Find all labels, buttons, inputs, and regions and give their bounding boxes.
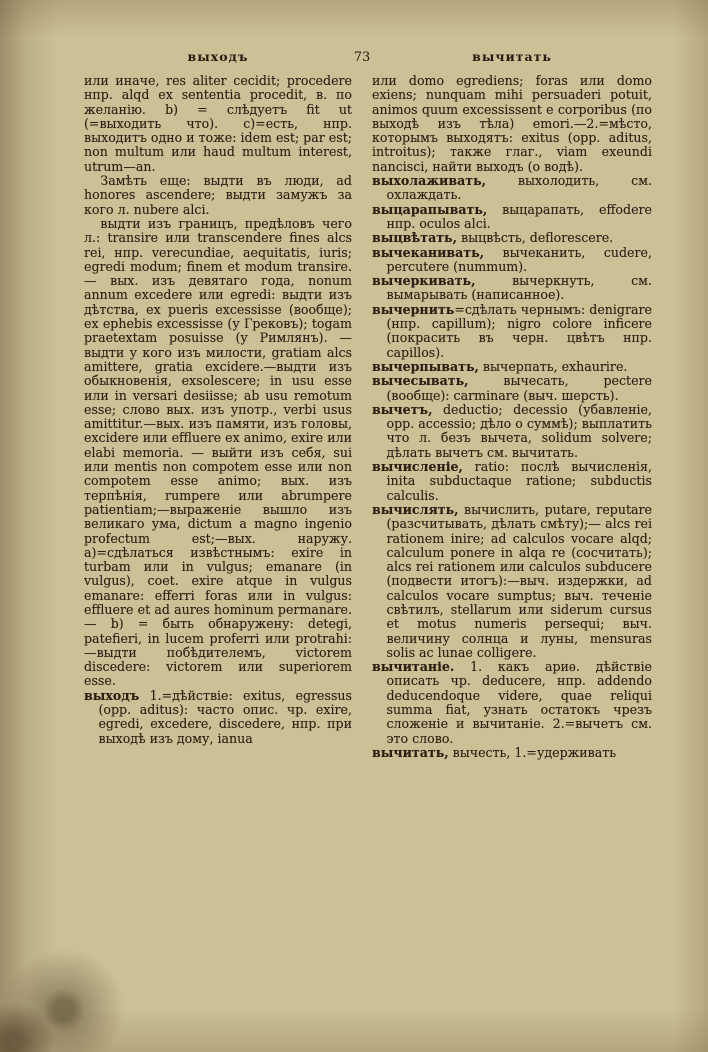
dictionary-paragraph: вычисленіе, ratio: послѣ вычисленія, inita subductaque ratione; subductis calculis. — [372, 459, 652, 503]
headword: вычитать, — [372, 744, 449, 760]
headword: вычитаніе. — [372, 659, 455, 675]
headword: вычесывать, — [372, 373, 469, 389]
headword: вычерпывать, — [372, 358, 479, 374]
header-center-cell — [352, 46, 372, 65]
right-column — [372, 74, 652, 1026]
dictionary-paragraph: вычеканивать, вычеканить, cudere, percutere (nummum). — [372, 244, 652, 274]
dictionary-paragraph: или domo egrediens; foras или domo exiens; nunquam mihi persuaderi potuit, animos quum excessissent e corporibus (по выходѣ изъ тѣла) emori.—2.=мѣсто, которымъ выходятъ: exitus (opp. aditus, introitus); также глаг., viam exeundi nancisci, найти выходъ (о водѣ). — [372, 74, 652, 174]
header-left-cell — [84, 46, 352, 65]
dictionary-paragraph: вычерпывать, вычерпать, exhaurire. — [372, 358, 628, 374]
dictionary-paragraph: вычислять, вычислить, putare, reputare (разсчитывать, дѣлать смѣту);— alcs rei rationem inire; ad calculos vocare alqd; calculum ponere in alqa re (сосчитать); alcs rei rationem или calculos subducere (подвести итогъ):—выч. издержки, ad calculos vocare sumptus; выч. теченіе свѣтилъ, stellarum или siderum cursus et motus numeris persequi; выч. величину солнца и луны, mensuras solis ac lunae colligere. — [372, 501, 652, 660]
dictionary-paragraph: вычесывать, вычесать, pectere (вообще): carminare (выч. шерсть). — [372, 373, 652, 403]
headword: вычислять, — [372, 501, 459, 517]
dictionary-paragraph: вычернить=сдѣлать чернымъ: denigrare (нпр. capillum); nigro colore inficere (покрасить въ черн. цвѣтъ нпр. capillos). — [372, 301, 652, 360]
headword: выхолаживать, — [372, 173, 487, 189]
dictionary-paragraph: вычеркивать, вычеркнуть, см. вымарывать (написанное). — [372, 273, 652, 303]
dictionary-paragraph: вычитаніе. 1. какъ ариѳ. дѣйствіе описать чр. deducere, нпр. addendo deducendoque videre, quae reliqui summa fiat, узнать остатокъ чрезъ сложеніе и вычитаніе. 2.=вычетъ см. это слово. — [372, 659, 652, 746]
header-right-word: вычитать — [472, 49, 552, 64]
dictionary-paragraph: Замѣть еще: выдти въ люди, ad honores ascendere; выдти замужъ за кого л. nubere alci. — [84, 173, 352, 217]
dictionary-paragraph: выцвѣтать, выцвѣсть, deflorescere. — [372, 230, 614, 246]
dictionary-paragraph: вычитать, вычесть, 1.=удерживать — [372, 744, 617, 760]
left-column — [84, 74, 352, 1026]
dictionary-paragraph: выхолаживать, выхолодить, см. охлаждать. — [372, 173, 652, 203]
headword: выцарапывать, — [372, 201, 488, 217]
headword: вычисленіе, — [372, 459, 463, 475]
page-header — [84, 46, 652, 64]
header-left-word: выходъ — [187, 49, 249, 64]
dictionary-paragraph: или иначе, res aliter cecidit; procedere нпр. alqd ex sententia procedit, в. по желанію. b) = слѣдуетъ fit ut (=выходить что). c)=есть, нпр. выходитъ одно и тоже: idem est; par est; non multum или haud multum interest, utrum—an. — [84, 74, 352, 174]
page-number: 73 — [353, 50, 371, 65]
headword: вычеркивать, — [372, 273, 476, 289]
headword: вычернить — [372, 301, 455, 317]
dictionary-paragraph: вычетъ, deductio; decessio (убавленіе, opp. accessio; дѣло о суммѣ); выплатить что л. безъ вычета, solidum solvere; дѣлать вычетъ см. вычитать. — [372, 401, 652, 460]
headword: вычеканивать, — [372, 244, 485, 260]
headword: выцвѣтать, — [372, 230, 457, 246]
dictionary-paragraph: выцарапывать, выцарапать, effodere нпр. oculos alci. — [372, 201, 652, 231]
headword: выходъ — [84, 687, 140, 703]
headword: вычетъ, — [372, 401, 433, 417]
text-columns — [84, 74, 652, 1026]
dictionary-paragraph: выдти изъ границъ, предѣловъ чего л.: transire или transcendere fines alcs rei, нпр. verecundiae, aequitatis, iuris; egredi modum; finem et modum transire. — вых. изъ девятаго года, nonum annum excedere или egredi: выдти изъ дѣтства, ex pueris excessisse (вообще); ex ephebis excessisse (у Грековъ); togam praetextam posuisse (у Римлянъ). — выдти у кого изъ милости, gratiam alcs amittere, gratia excidere.—выдти изъ обыкновенія, exsolescere; in usu esse или in versari desiisse; ab usu remotum esse; слово вых. изъ употр., verbi usus amittitur.—вых. изъ памяти, изъ головы, excidere или effluere ex animo, exire или elabi memoria. — выйти изъ себя, sui или mentis non compotem esse или non compotem esse animo; вых. изъ терпѣнія, rumpere или abrumpere patientiam;—выраженіе вышло изъ великаго ума, dictum a magno ingenio profectum est;—вых. наружу. a)=сдѣлаться извѣстнымъ: exire in turbam или in vulgus; emanare (in vulgus), coet. exire atque in vulgus emanare: efferri foras или in vulgus: effluere et ad aures hominum permanare.— b) = быть обнаружену: detegi, patefieri, in lucem proferri или protrahi:—выдти побѣдителемъ, victorem discedere: victorem или superiorem esse. — [84, 215, 352, 689]
header-right-cell — [372, 46, 652, 65]
dictionary-paragraph: выходъ 1.=дѣйствіе: exitus, egressus (opp. aditus): часто опис. чр. exire, egredi, excedere, discedere, нпр. при выходѣ изъ дому, ianua — [84, 687, 352, 746]
